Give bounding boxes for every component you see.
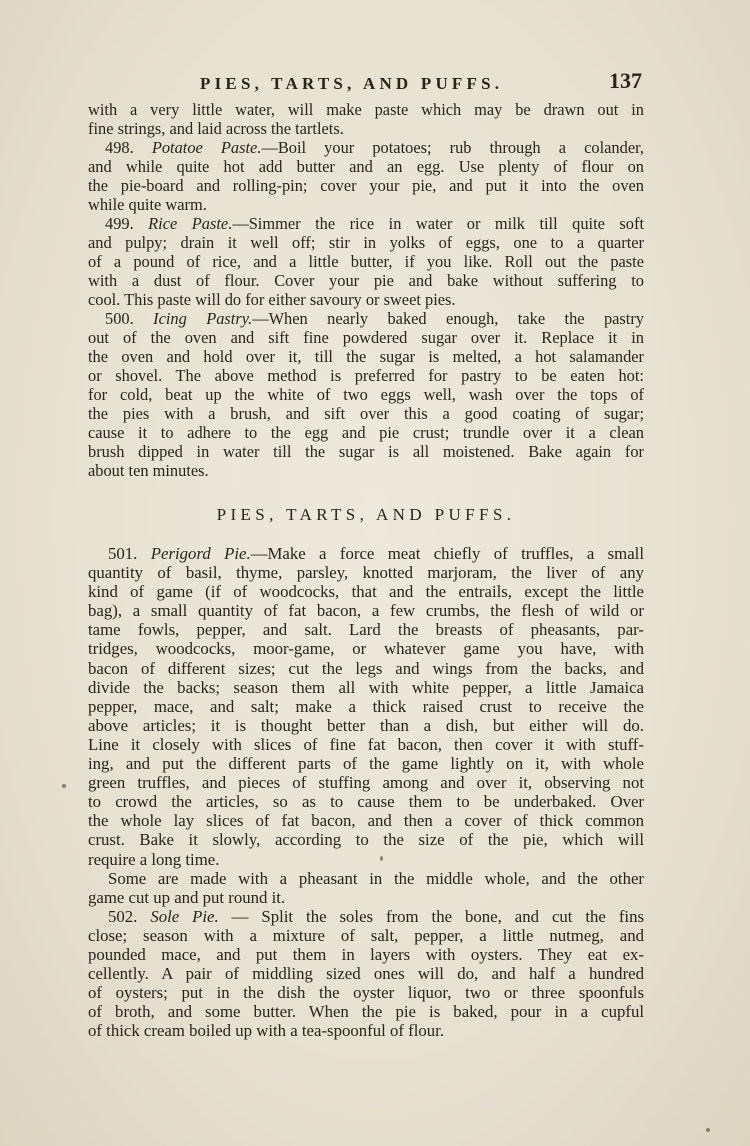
line-text: crust. Bake it slowly, according to the size of the pie, which will: [88, 830, 644, 850]
text-line: [88, 830, 644, 849]
text-line: [88, 716, 644, 735]
paper-speck: [380, 856, 383, 861]
text-line: [88, 964, 644, 983]
line-text: with a very little water, will make paste which may be drawn out in: [88, 100, 644, 119]
text-line: [88, 100, 644, 119]
line-text: with a dust of flour. Cover your pie and bake without suffering to: [88, 271, 644, 290]
text-line: [88, 639, 644, 658]
text-line: [88, 195, 644, 214]
line-text: ing, and put the different parts of the game lightly on it, with whole: [88, 754, 644, 774]
recipe-title: Sole Pie.: [150, 906, 219, 926]
line-text: green truffles, and pieces of stuffing among and over it, observing not: [88, 773, 644, 793]
page-number: 137: [609, 68, 642, 93]
text-line: [88, 328, 644, 347]
line-text: fine strings, and laid across the tartlets.: [88, 119, 344, 138]
line-text: above articles; it is thought better than a dish, but either will do.: [88, 715, 644, 735]
recipe-title: Perigord Pie.: [150, 544, 251, 563]
line-text: kind of game (if of woodcocks, that and the entrails, except the little: [88, 582, 644, 602]
text-line: [88, 119, 644, 138]
section-recipes: [88, 544, 644, 1040]
line-text: quantity of basil, thyme, parsley, knotted marjoram, the liver of any: [88, 563, 644, 583]
line-text: —Boil your potatoes; rub through a colander,: [261, 138, 644, 157]
paper-speck: [62, 784, 66, 788]
recipe-number: 499.: [105, 214, 149, 233]
text-line: [88, 869, 644, 888]
text-line: [88, 461, 644, 480]
line-text: brush dipped in water till the sugar is all moistened. Bake again for: [88, 442, 644, 461]
text-line: [88, 347, 644, 366]
line-text: close; season with a mixture of salt, pepper, a little nutmeg, and: [88, 925, 644, 945]
text-line: [88, 850, 644, 869]
line-text: tridges, woodcocks, moor-game, or whatever game you have, with: [88, 639, 644, 659]
text-line: [88, 290, 644, 309]
page-body: [88, 100, 644, 1040]
text-line: [88, 544, 644, 563]
text-line: [88, 926, 644, 945]
recipe-number: 502.: [108, 906, 151, 926]
text-line: [88, 792, 644, 811]
line-text: the oven and hold over it, till the sugar is melted, a hot salamander: [88, 347, 644, 366]
text-line: [88, 983, 644, 1002]
text-line: [88, 735, 644, 754]
text-line: [88, 404, 644, 423]
line-text: divide the backs; season them all with white pepper, a little Jamaica: [88, 677, 644, 697]
text-line: [88, 888, 644, 907]
line-text: out of the oven and sift fine powdered sugar over it. Replace it in: [88, 328, 644, 347]
line-text: cellently. A pair of middling sized ones will do, and half a hundred: [88, 964, 644, 984]
line-text: for cold, beat up the white of two eggs well, wash over the tops of: [88, 385, 644, 404]
running-title: PIES, TARTS, AND PUFFS.: [200, 74, 504, 93]
line-text: of broth, and some butter. When the pie is baked, pour in a cupful: [88, 1002, 644, 1022]
line-text: —When nearly baked enough, take the pastry: [252, 309, 645, 328]
text-line: [88, 157, 644, 176]
line-text: while quite warm.: [88, 195, 207, 214]
text-line: [88, 697, 644, 716]
line-text: Some are made with a pheasant in the middle whole, and the other: [108, 868, 644, 888]
line-text: about ten minutes.: [88, 461, 209, 480]
text-line: [88, 252, 644, 271]
text-line: [88, 582, 644, 601]
recipe-title: Potatoe Paste.: [151, 138, 262, 157]
paper-speck: [706, 1128, 710, 1132]
text-line: [88, 176, 644, 195]
line-text: pepper, mace, and salt; make a thick raised crust to receive the: [88, 696, 644, 716]
text-line: [88, 385, 644, 404]
text-line: [88, 1002, 644, 1021]
text-line: [88, 659, 644, 678]
text-line: [88, 271, 644, 290]
line-text: and while quite hot add butter and an egg. Use plenty of flour on: [88, 157, 644, 176]
recipe-number: 498.: [105, 138, 152, 157]
text-line: [88, 907, 644, 926]
text-line: [88, 601, 644, 620]
text-line: [88, 233, 644, 252]
text-line: [88, 563, 644, 582]
line-text: —Make a force meat chiefly of truffles, a small: [250, 544, 645, 563]
line-text: to crowd the articles, so as to cause them to be underbaked. Over: [88, 792, 644, 812]
section-continuation: [88, 100, 644, 480]
section-heading: PIES, TARTS, AND PUFFS.: [216, 505, 516, 524]
recipe-number: 500.: [105, 309, 154, 328]
line-text: — Split the soles from the bone, and cut the fins: [218, 906, 645, 926]
line-text: require a long time.: [88, 849, 220, 869]
line-text: Line it closely with slices of fine fat bacon, then cover it with stuff-: [88, 734, 644, 754]
line-text: pounded mace, and put them in layers with oysters. They eat ex-: [88, 944, 644, 964]
line-text: the pies with a brush, and sift over this a good coating of sugar;: [88, 404, 644, 423]
text-line: [88, 423, 644, 442]
line-text: and pulpy; drain it well off; stir in yolks of eggs, one to a quarter: [88, 233, 644, 252]
text-line: [88, 309, 644, 328]
line-text: the pie-board and rolling-pin; cover your pie, and put it into the oven: [88, 176, 644, 195]
line-text: cool. This paste will do for either savoury or sweet pies.: [88, 290, 456, 309]
line-text: game cut up and put round it.: [88, 887, 286, 907]
text-line: [88, 214, 644, 233]
line-text: of a pound of rice, and a little butter, if you like. Roll out the paste: [88, 252, 644, 271]
text-line: [88, 138, 644, 157]
line-text: cause it to adhere to the egg and pie crust; trundle over it a clean: [88, 423, 644, 442]
text-line: [88, 1021, 644, 1040]
line-text: or shovel. The above method is preferred for pastry to be eaten hot:: [88, 366, 644, 385]
recipe-number: 501.: [108, 544, 151, 563]
text-line: [88, 754, 644, 773]
line-text: bag), a small quantity of fat bacon, a few crumbs, the flesh of wild or: [88, 601, 644, 621]
running-header: [88, 68, 644, 100]
text-line: [88, 678, 644, 697]
line-text: of thick cream boiled up with a tea-spoonful of flour.: [88, 1021, 445, 1041]
text-line: [88, 773, 644, 792]
line-text: of oysters; put in the dish the oyster liquor, two or three spoonfuls: [88, 983, 644, 1003]
text-line: [88, 811, 644, 830]
text-line: [88, 442, 644, 461]
text-line: [88, 945, 644, 964]
line-text: tame fowls, pepper, and salt. Lard the breasts of pheasants, par-: [88, 620, 644, 640]
text-line: [88, 366, 644, 385]
line-text: —Simmer the rice in water or milk till quite soft: [232, 214, 644, 233]
recipe-title: Rice Paste.: [148, 214, 233, 233]
line-text: bacon of different sizes; cut the legs and wings from the backs, and: [88, 658, 644, 678]
line-text: the whole lay slices of fat bacon, and then a cover of thick common: [88, 811, 644, 831]
recipe-title: Icing Pastry.: [153, 309, 253, 328]
text-line: [88, 620, 644, 639]
